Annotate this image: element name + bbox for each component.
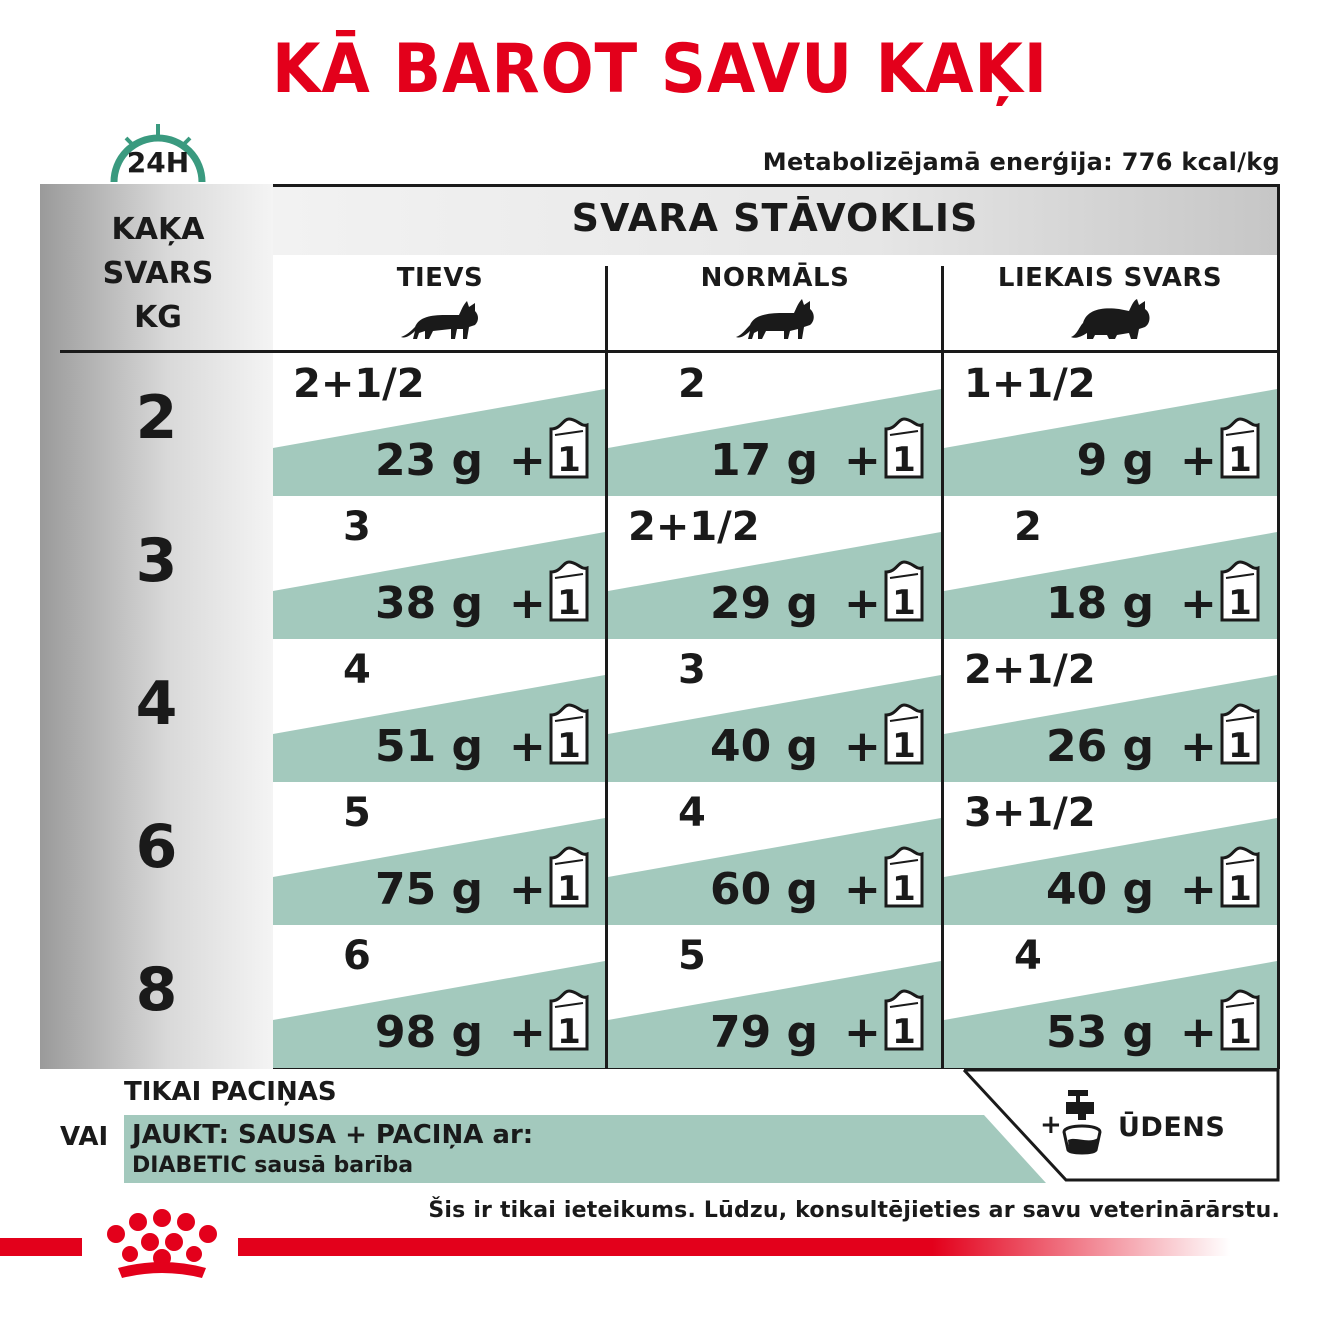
pouch-count: 2+1/2 <box>964 647 1096 693</box>
cat-weight-value: 2 <box>135 383 178 453</box>
condition-header: SVARA STĀVOKLIS <box>571 196 979 240</box>
dry-food-grams: 29 g <box>709 578 818 629</box>
feeding-cell <box>944 496 1277 639</box>
cat-weight-value: 3 <box>135 526 178 596</box>
cat-weight-value: 6 <box>135 812 178 882</box>
pouch-icon <box>880 703 928 767</box>
weight-header-line: KG <box>134 300 182 335</box>
pouch-count: 2 <box>678 361 706 407</box>
pouch-icon-count: 1 <box>892 869 916 909</box>
pouch-count: 2+1/2 <box>293 361 425 407</box>
plus-sign: + <box>1180 864 1217 915</box>
legend-dry-food: DIABETIC sausā barība <box>132 1153 414 1178</box>
pouch-icon-count: 1 <box>1228 726 1252 766</box>
weight-header-line: KAĶA <box>111 212 205 247</box>
plus-sign: + <box>844 435 881 486</box>
pouch-icon-count: 1 <box>557 583 581 623</box>
pouch-icon-count: 1 <box>557 440 581 480</box>
thin-cat-icon <box>397 297 483 341</box>
pouch-icon-count: 1 <box>892 440 916 480</box>
pouch-count: 2+1/2 <box>628 504 760 550</box>
pouch-icon-count: 1 <box>1228 1012 1252 1052</box>
dry-food-grams: 26 g <box>1045 721 1154 772</box>
dry-food-grams: 38 g <box>374 578 483 629</box>
plus-sign: + <box>509 435 546 486</box>
feeding-cell <box>944 353 1277 496</box>
pouch-count: 1+1/2 <box>964 361 1096 407</box>
pouch-icon <box>1216 560 1264 624</box>
plus-sign: + <box>509 864 546 915</box>
royal-canin-crown-logo <box>92 1206 232 1286</box>
pouch-icon <box>545 846 593 910</box>
clock-label: 24H <box>126 146 190 179</box>
feeding-cell <box>944 925 1277 1068</box>
water-plus: + <box>1040 1110 1062 1140</box>
dry-food-grams: 18 g <box>1045 578 1154 629</box>
pouch-count: 6 <box>343 933 371 979</box>
dry-food-grams: 51 g <box>374 721 483 772</box>
dry-food-grams: 40 g <box>1045 864 1154 915</box>
page-title: KĀ BAROT SAVU KAĶI <box>271 30 1049 109</box>
pouch-icon-count: 1 <box>1228 583 1252 623</box>
plus-sign: + <box>1180 435 1217 486</box>
feeding-cell <box>273 353 605 496</box>
brand-line-right <box>238 1238 1230 1256</box>
water-label: ŪDENS <box>1118 1112 1226 1143</box>
plus-sign: + <box>844 721 881 772</box>
brand-line-left <box>0 1238 82 1256</box>
feeding-cell <box>273 496 605 639</box>
feeding-cell <box>608 782 941 925</box>
feeding-cell <box>608 639 941 782</box>
pouch-count: 4 <box>343 647 371 693</box>
pouch-icon <box>1216 417 1264 481</box>
plus-sign: + <box>1180 721 1217 772</box>
pouch-icon-count: 1 <box>892 726 916 766</box>
pouch-icon <box>880 417 928 481</box>
pouch-icon-count: 1 <box>557 726 581 766</box>
condition-label: LIEKAIS SVARS <box>997 263 1223 293</box>
feeding-cell <box>608 925 941 1068</box>
pouch-icon <box>545 560 593 624</box>
feeding-cell <box>273 639 605 782</box>
condition-label: NORMĀLS <box>700 263 850 293</box>
water-tap-icon <box>1060 1090 1104 1156</box>
pouch-icon-count: 1 <box>1228 440 1252 480</box>
feeding-cell <box>608 496 941 639</box>
cat-weight-value: 8 <box>135 955 178 1025</box>
dry-food-grams: 98 g <box>374 1007 483 1058</box>
plus-sign: + <box>509 721 546 772</box>
feeding-cell <box>944 782 1277 925</box>
pouch-count: 4 <box>678 790 706 836</box>
pouch-icon-count: 1 <box>892 583 916 623</box>
plus-sign: + <box>1180 1007 1217 1058</box>
pouch-icon <box>880 989 928 1053</box>
pouch-icon <box>880 560 928 624</box>
pouch-icon <box>545 989 593 1053</box>
pouch-icon-count: 1 <box>557 1012 581 1052</box>
legend-mix: JAUKT: SAUSA + PACIŅA ar: <box>132 1120 534 1150</box>
overweight-cat-icon <box>1067 297 1153 341</box>
pouch-icon-count: 1 <box>1228 869 1252 909</box>
dry-food-grams: 17 g <box>709 435 818 486</box>
pouch-count: 3 <box>678 647 706 693</box>
condition-normal <box>607 255 943 351</box>
feeding-cell <box>944 639 1277 782</box>
feeding-cell <box>608 353 941 496</box>
energy-info: Metabolizējamā enerģija: 776 kcal/kg <box>762 148 1280 176</box>
pouch-count: 3+1/2 <box>964 790 1096 836</box>
normal-cat-icon <box>732 297 818 341</box>
condition-label: TIEVS <box>396 263 484 293</box>
condition-thin <box>273 255 607 351</box>
pouch-icon <box>545 417 593 481</box>
dry-food-grams: 60 g <box>709 864 818 915</box>
pouch-icon <box>880 846 928 910</box>
dry-food-grams: 40 g <box>709 721 818 772</box>
pouch-icon <box>545 703 593 767</box>
legend-or: VAI <box>60 1122 109 1152</box>
plus-sign: + <box>1180 578 1217 629</box>
plus-sign: + <box>844 864 881 915</box>
plus-sign: + <box>844 578 881 629</box>
legend-only-pouches: TIKAI PACIŅAS <box>124 1077 337 1107</box>
pouch-count: 2 <box>1014 504 1042 550</box>
weight-header-line: SVARS <box>102 256 214 291</box>
pouch-icon <box>1216 846 1264 910</box>
dry-food-grams: 75 g <box>374 864 483 915</box>
cat-weight-value: 4 <box>135 669 178 739</box>
plus-sign: + <box>509 1007 546 1058</box>
plus-sign: + <box>509 578 546 629</box>
clock-24h-icon <box>104 112 212 188</box>
pouch-icon-count: 1 <box>892 1012 916 1052</box>
pouch-count: 5 <box>343 790 371 836</box>
feeding-cell <box>273 782 605 925</box>
pouch-count: 5 <box>678 933 706 979</box>
pouch-icon <box>1216 703 1264 767</box>
pouch-count: 3 <box>343 504 371 550</box>
pouch-count: 4 <box>1014 933 1042 979</box>
disclaimer-note: Šis ir tikai ieteikums. Lūdzu, konsultējieties ar savu veterinārārstu. <box>428 1198 1280 1223</box>
pouch-icon-count: 1 <box>557 869 581 909</box>
dry-food-grams: 23 g <box>374 435 483 486</box>
dry-food-grams: 79 g <box>709 1007 818 1058</box>
dry-food-grams: 9 g <box>1076 435 1154 486</box>
pouch-icon <box>1216 989 1264 1053</box>
condition-overweight <box>943 255 1277 351</box>
plus-sign: + <box>844 1007 881 1058</box>
weight-header <box>60 208 256 340</box>
feeding-cell <box>273 925 605 1068</box>
dry-food-grams: 53 g <box>1045 1007 1154 1058</box>
